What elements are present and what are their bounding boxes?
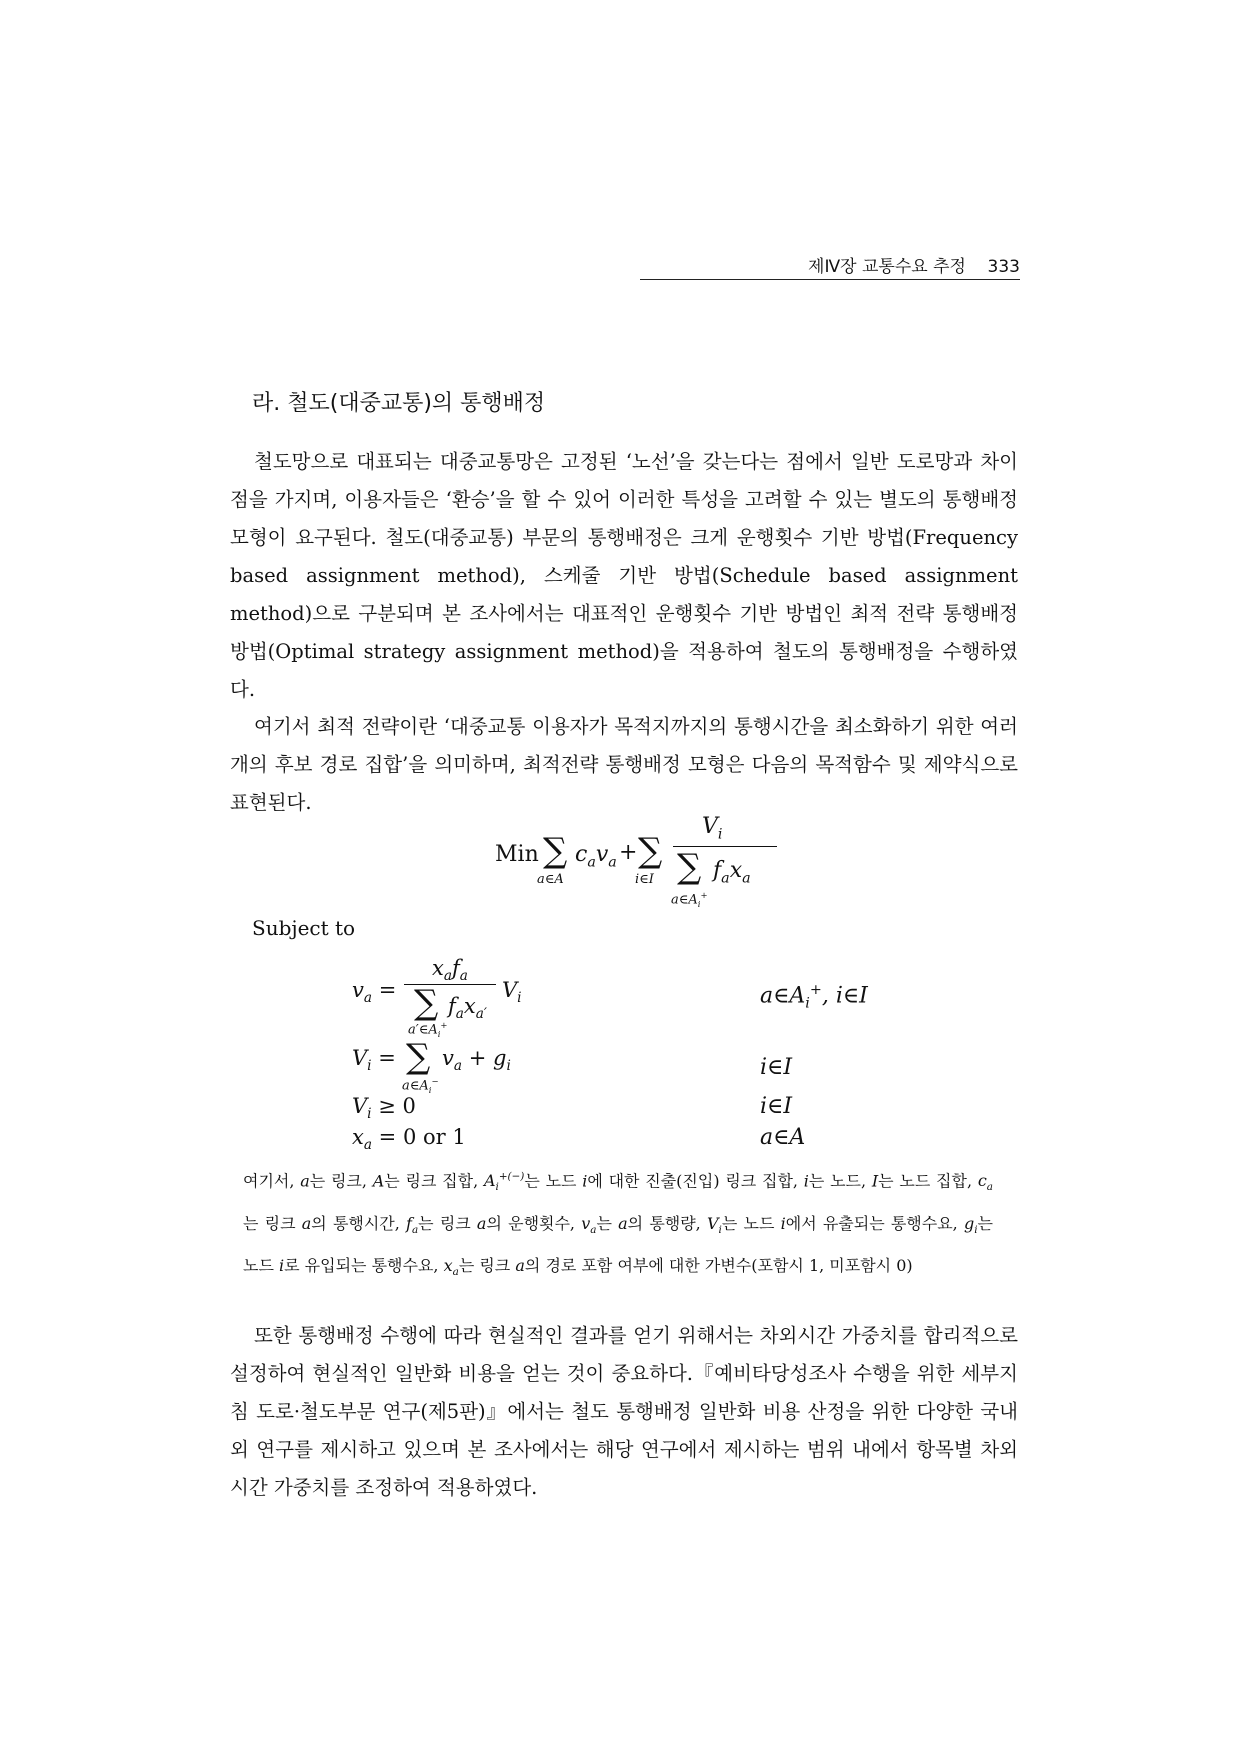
running-header bbox=[640, 252, 1020, 280]
paragraph-3: 또한 통행배정 수행에 따라 현실적인 결과를 얻기 위해서는 차외시간 가중치를 합리적으로 설정하여 현실적인 일반화 비용을 얻는 것이 중요하다.『예비타당성조사 수행을 위한 세부지침 도로·철도부문 연구(제5판)』에서는 철도 통행배정 일반화 비용 산정을 위한 다양한 국내외 연구를 제시하고 있으며 본 조사에서는 해당 연구에서 제시하는 범위 내에서 항목별 차외시간 가중치를 조정하여 적용하였다. bbox=[230, 1324, 1018, 1499]
sum-symbol: ∑ bbox=[406, 1037, 431, 1077]
chapter-title: 제Ⅳ장 교통수요 추정 bbox=[808, 257, 966, 277]
paragraph-2: 여기서 최적 전략이란 ‘대중교통 이용자가 목적지까지의 통행시간을 최소화하기 위한 여러 개의 후보 경로 집합’을 의미하며, 최적전략 통행배정 모형은 다음의 목적함수 및 제약식으로 표현된다. bbox=[230, 715, 1018, 814]
numerator: $x_af_a$ bbox=[432, 956, 468, 985]
variable-definitions: 여기서, a는 링크, A는 링크 집합, $A_i^{+(-)}$는 노드 i에 대한 진출(진입) 링크 집합, i는 노드, I는 노드 집합, $c_a$는 링크 a의 통행시간, $f_a$는 링크 a의 운행횟수, $v_a$는 a의 통행량, $V_i$는 노드 i에서 유출되는 통행수요, $g_i$는 노드 i로 유입되는 통행수요, $x_a$는 링크 a의 경로 포함 여부에 대한 가변수(포함시 1, 미포함시 0) bbox=[243, 1171, 993, 1278]
denominator: $f_ax_a$ bbox=[713, 858, 751, 887]
constraint-lhs: $v_a$ = bbox=[352, 978, 397, 1007]
sum-index: $a\in A_i^+$ bbox=[671, 890, 708, 909]
sum-index: i∈I bbox=[635, 872, 654, 887]
section-title: 라. 철도(대중교통)의 통행배정 bbox=[252, 391, 546, 416]
sum-symbol: ∑ bbox=[414, 983, 439, 1023]
numerator: $V_i$ bbox=[702, 814, 723, 843]
constraint-rhs: 0 bbox=[402, 1094, 416, 1118]
sum-index: $a'\in A_i^+$ bbox=[408, 1020, 448, 1039]
sum-symbol: ∑ bbox=[677, 847, 702, 887]
min-label: Min bbox=[495, 842, 539, 867]
constraint-lhs: $x_a$ bbox=[352, 1125, 372, 1154]
condition-1: $a\in A_i^+$, i∈I bbox=[760, 982, 868, 1012]
plus-sign: + bbox=[619, 840, 638, 865]
denominator: $f_ax_{a'}$ bbox=[448, 994, 487, 1023]
constraint-1 bbox=[352, 956, 552, 1040]
constraint-4: $x_a = 0$ or 1 bbox=[352, 1125, 466, 1154]
sum-symbol: ∑ bbox=[543, 831, 568, 871]
constraint-2 bbox=[352, 1037, 552, 1095]
constraint-rhs: $v_a + g_i$ bbox=[442, 1046, 511, 1075]
cost-term: $c_av_a$ bbox=[575, 842, 617, 871]
sum-index: $a\in A_i^-$ bbox=[402, 1076, 439, 1095]
constraint-lhs: $V_i$ bbox=[352, 1094, 372, 1123]
page-number: 333 bbox=[987, 257, 1020, 277]
sum-symbol: ∑ bbox=[638, 831, 663, 871]
condition-2: i∈I bbox=[760, 1055, 793, 1080]
subject-to-label: Subject to bbox=[252, 916, 356, 940]
constraint-rhs: 0 or 1 bbox=[402, 1125, 466, 1149]
constraint-rhs: $V_i$ bbox=[502, 978, 522, 1007]
paragraph-1: 철도망으로 대표되는 대중교통망은 고정된 ‘노선’을 갖는다는 점에서 일반 도로망과 차이점을 가지며, 이용자들은 ‘환승’을 할 수 있어 이러한 특성을 고려할 수 있는 별도의 통행배정 모형이 요구된다. 철도(대중교통) 부문의 통행배정은 크게 운행횟수 기반 방법(Frequency based assignment method), 스케줄 기반 방법(Schedule based assignment method)으로 구분되며 본 조사에서는 대표적인 운행횟수 기반 방법인 최적 전략 통행배정 방법(Optimal strategy assignment method)을 적용하여 철도의 통행배정을 수행하였다. bbox=[230, 450, 1018, 701]
condition-4: a∈A bbox=[760, 1125, 806, 1150]
sum-index: a∈A bbox=[537, 872, 564, 887]
objective-function bbox=[495, 814, 795, 910]
constraint-3: $V_i \ge 0$ bbox=[352, 1094, 416, 1123]
condition-3: i∈I bbox=[760, 1094, 793, 1119]
constraint-lhs: $V_i$ = bbox=[352, 1046, 396, 1075]
